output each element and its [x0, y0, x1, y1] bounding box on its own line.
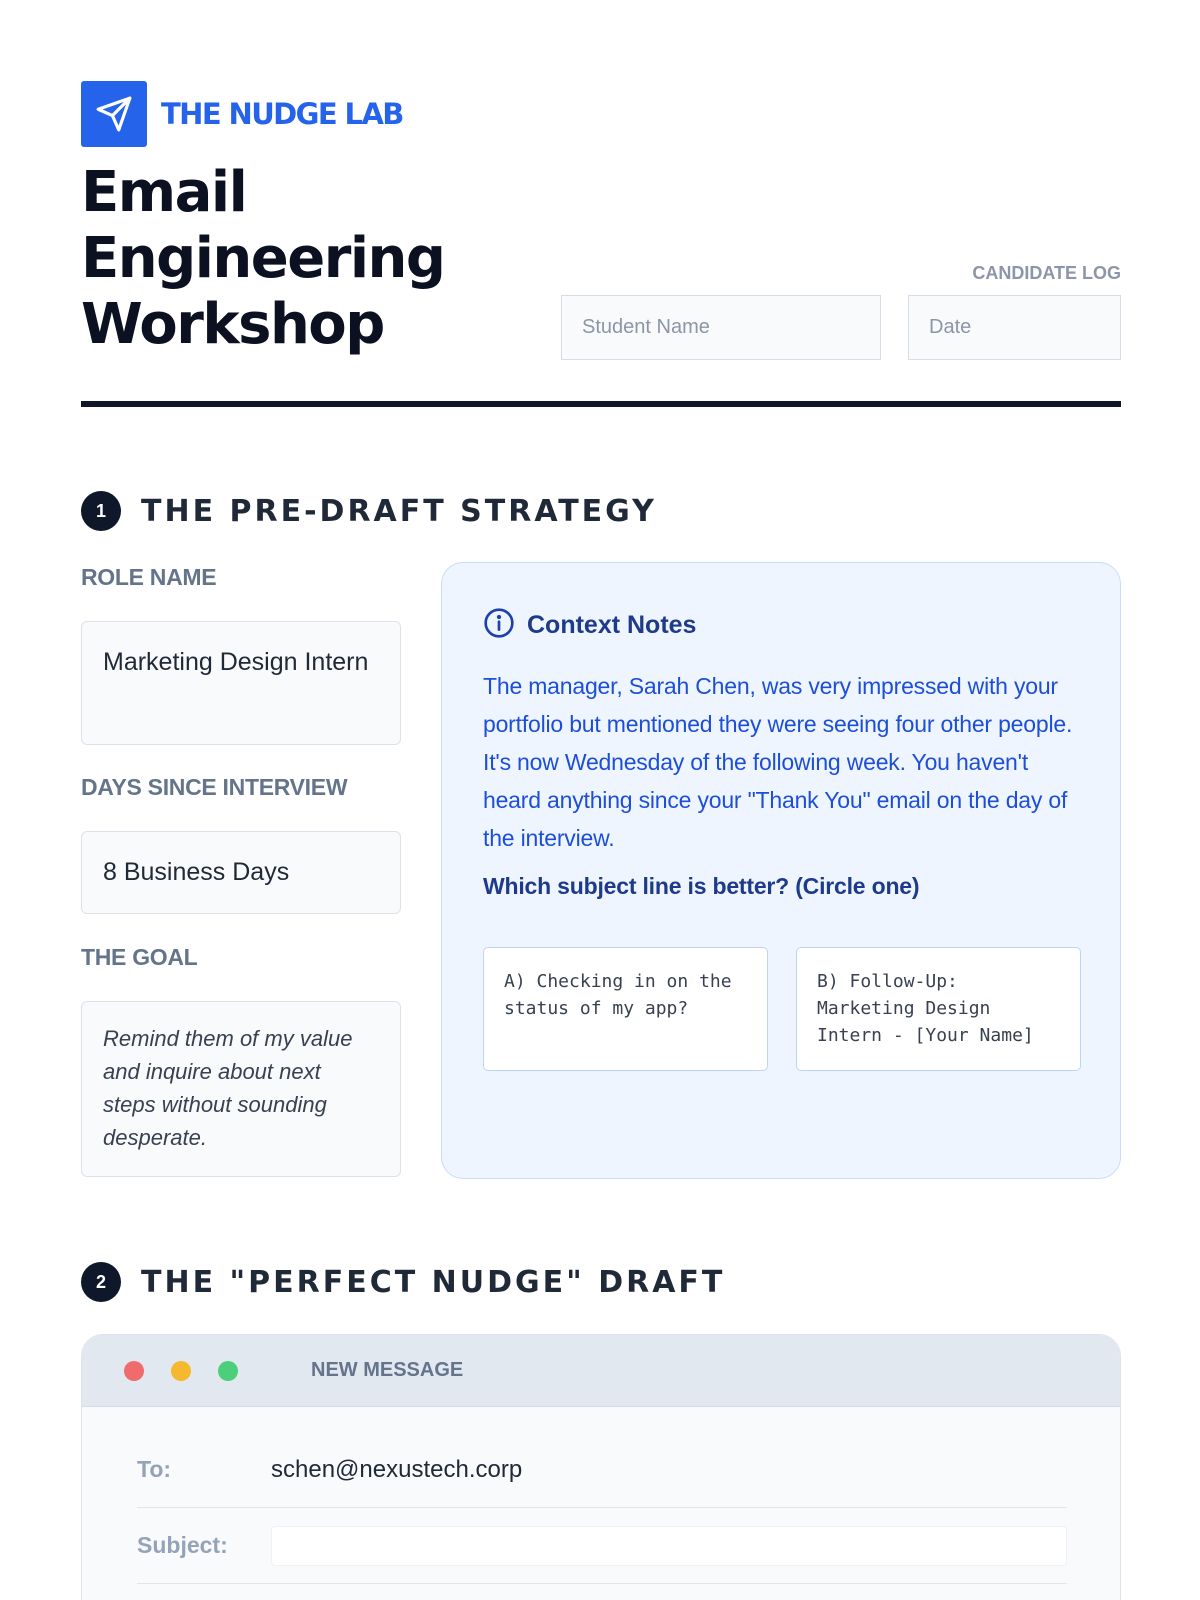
date-field[interactable]	[908, 295, 1121, 360]
role-name-label: ROLE NAME	[81, 564, 217, 590]
subject-row	[137, 1508, 1067, 1584]
brand-name: THE NUDGE LAB	[161, 97, 403, 131]
page-title	[81, 160, 541, 358]
days-since-interview-label: DAYS SINCE INTERVIEW	[81, 774, 348, 800]
title-line: Email	[81, 160, 247, 225]
close-window-dot[interactable]	[124, 1361, 144, 1381]
context-notes-body: The manager, Sarah Chen, was very impressed with your portfolio but mentioned they were seeing four other people. It's now Wednesday of the following week. You haven't heard anything since your "Thank You" email on the day of the interview.	[483, 673, 1073, 851]
goal-label: THE GOAL	[81, 944, 198, 970]
role-name-field[interactable]: Marketing Design Intern	[81, 621, 401, 745]
email-compose-window	[81, 1334, 1121, 1600]
date-placeholder: Date	[929, 316, 972, 338]
to-label: To:	[137, 1456, 172, 1482]
to-row	[137, 1432, 1067, 1508]
student-name-field[interactable]	[561, 295, 881, 360]
goal-field[interactable]: Remind them of my value and inquire about next steps without sounding desperate.	[81, 1001, 401, 1177]
subject-option-b[interactable]: B) Follow-Up: Marketing Design Intern - [Your Name]	[796, 947, 1081, 1071]
section-number-badge: 2	[81, 1262, 121, 1302]
context-notes-card	[441, 562, 1121, 1179]
section-title: THE "PERFECT NUDGE" DRAFT	[141, 1264, 726, 1300]
title-line: Engineering	[81, 226, 445, 291]
minimize-window-dot[interactable]	[171, 1361, 191, 1381]
days-since-interview-field[interactable]: 8 Business Days	[81, 831, 401, 914]
section-2-header	[81, 1262, 725, 1302]
student-name-placeholder: Student Name	[582, 316, 710, 338]
window-title-bar	[82, 1335, 1120, 1407]
section-1-header	[81, 491, 657, 531]
maximize-window-dot[interactable]	[218, 1361, 238, 1381]
subject-option-a[interactable]: A) Checking in on the status of my app?	[483, 947, 768, 1071]
title-line: Workshop	[81, 292, 384, 357]
candidate-log-label: CANDIDATE LOG	[972, 263, 1121, 283]
context-notes-header	[483, 607, 696, 644]
paper-plane-icon	[81, 81, 147, 147]
section-number-badge: 1	[81, 491, 121, 531]
subject-label: Subject:	[137, 1532, 228, 1558]
subject-line-question: Which subject line is better? (Circle one)	[483, 873, 920, 899]
subject-input[interactable]	[271, 1526, 1067, 1566]
window-title: NEW MESSAGE	[311, 1359, 464, 1381]
header-divider	[81, 401, 1121, 407]
brand	[81, 81, 403, 147]
info-icon	[483, 607, 515, 644]
context-notes-title: Context Notes	[527, 611, 697, 639]
section-title: THE PRE-DRAFT STRATEGY	[141, 493, 657, 529]
to-value[interactable]: schen@nexustech.corp	[271, 1455, 523, 1483]
